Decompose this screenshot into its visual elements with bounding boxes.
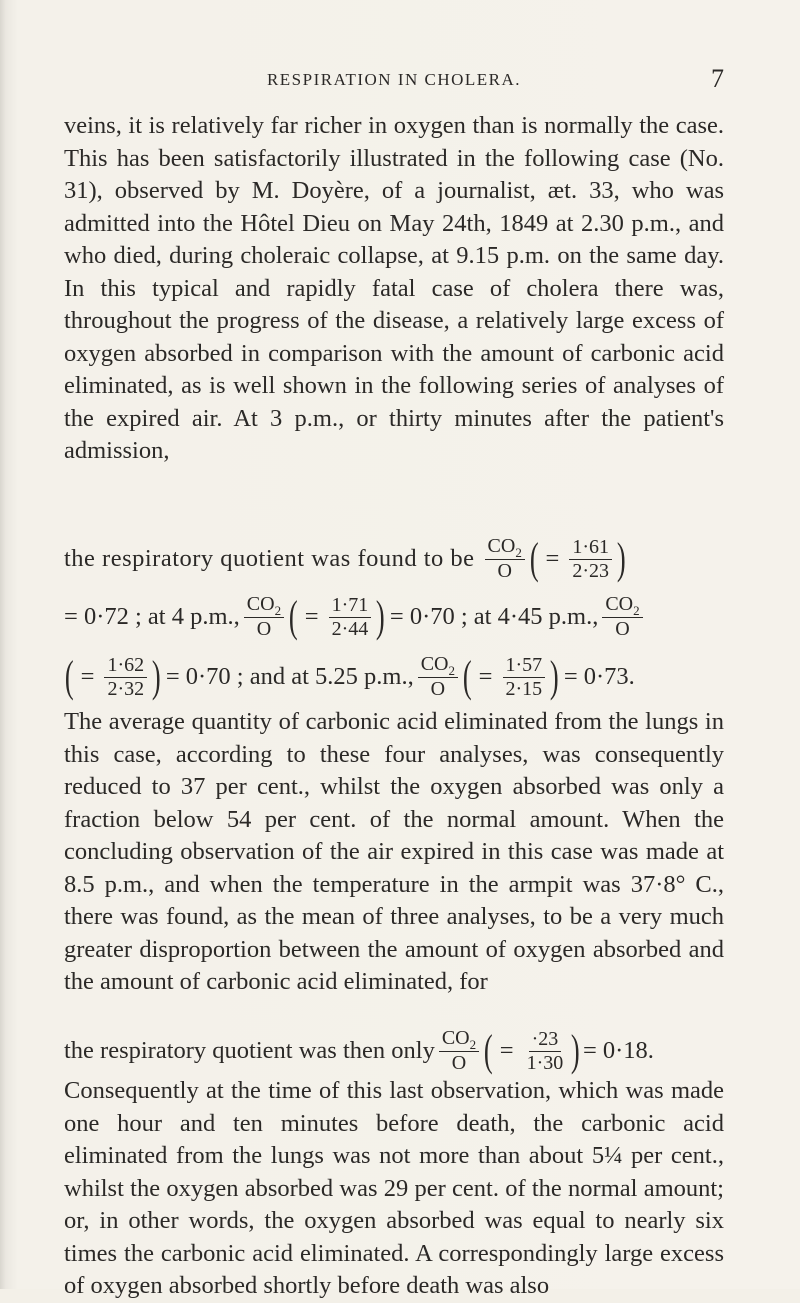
co2-over-o-fraction-5: $\frac{CO_2}{O}$ — [439, 1028, 479, 1074]
page-number: 7 — [711, 64, 724, 93]
value-fraction-4: $\frac{1\cdot 57}{2\cdot 15}$ — [503, 655, 546, 700]
co2-over-o-fraction-1: $\frac{CO_2}{O}$ — [485, 536, 525, 582]
paragraph-1: veins, it is relatively far richer in oxygen than is normally the case. This has been satisfactorily illustrated in the following case (No. 31), observed by M. Doyère, of a journalist, æt. 33, who was admitted into the Hôtel Dieu on May 24th, 1849 at 2.30 p.m., and who died, during choleraic collapse, at 9.15 p.m. on the same day. In this typical and rapidly fatal case of cholera there was, throughout the progress of the disease, a relatively large excess of oxygen absorbed in comparison with the amount of carbonic acid eliminated, as is well shown in the following series of analyses of the expired air. At 3 p.m., or thirty minutes after the patient's admission, — [64, 112, 724, 464]
page-header — [64, 64, 724, 94]
paragraph-2: The average quantity of carbonic acid eliminated from the lungs in this case, according to these four analyses, was consequently reduced to 37 per cent., whilst the oxygen absorbed was only a fraction below 54 per cent. of the normal amount. When the concluding observation of the air expired in this case was made at 8.5 p.m., and when the temperature in the armpit was 37·8° C., there was found, as the mean of three analyses, to be a very much greater disproportion between the amount of oxygen absorbed and the amount of carbonic acid eliminated, for — [64, 708, 724, 995]
equation-line-4-end: = 0·18. — [582, 1037, 654, 1064]
co2-over-o-fraction-2: $\frac{CO_2}{O}$ — [244, 594, 284, 640]
equation-line-4-text: the respiratory quotient was then only — [64, 1037, 435, 1064]
paragraph-3: Consequently at the time of this last observation, which was made one hour and ten minutes before death, the carbonic acid eliminated from the lungs was not more than about 5¼ per cent., whilst the oxygen absorbed was 29 per cent. of the normal amount; or, in other words, the oxygen absorbed was equal to nearly six times the carbonic acid eliminated. A correspondingly large excess of oxygen absorbed shortly before death was also — [64, 1077, 724, 1299]
value-fraction-3: $\frac{1\cdot 62}{2\cdot 32}$ — [104, 655, 147, 700]
equation-line-1: the respiratory quotient was found to be $\frac{CO_2}{O}$ ( = $\frac{1\cdot 61}{2\cdot 23}$ ) — [64, 534, 626, 583]
running-head: RESPIRATION IN CHOLERA. — [266, 70, 522, 89]
equation-line-3-end: = 0·73. — [563, 663, 635, 690]
equation-line-4: the respiratory quotient was then only $\frac{CO_2}{O}$ ( = $\frac{\cdot 23}{1\cdot 30}$ ) = 0·18. — [64, 1026, 654, 1075]
co2-over-o-fraction-4: $\frac{CO_2}{O}$ — [418, 654, 458, 700]
equation-line-3-mid: = 0·70 ; and at 5.25 p.m., — [165, 663, 414, 690]
equation-line-2-mid: = 0·70 ; at 4·45 p.m., — [389, 603, 599, 630]
equation-line-1-text: the respiratory quotient was found to be — [64, 545, 475, 572]
value-fraction-5: $\frac{\cdot 23}{1\cdot 30}$ — [526, 1027, 564, 1074]
equation-line-2-result: = 0·72 ; at 4 p.m., — [64, 603, 240, 630]
value-fraction-1: $\frac{1\cdot 61}{2\cdot 23}$ — [569, 537, 612, 582]
value-fraction-2: $\frac{1\cdot 71}{2\cdot 44}$ — [329, 595, 372, 640]
equation-line-2: = 0·72 ; at 4 p.m., $\frac{CO_2}{O}$ ( = $\frac{1\cdot 71}{2\cdot 44}$ ) = 0·70 ; at 4·45 p.m., $\frac{CO_2}{O}$ — [64, 594, 724, 640]
equation-line-3: ( = $\frac{1\cdot 62}{2\cdot 32}$ ) = 0·70 ; and at 5.25 p.m., $\frac{CO_2}{O}$ ( = $\frac{1\cdot 57}{2\cdot 15}$ ) = 0·73. — [64, 652, 635, 701]
co2-over-o-fraction-3: $\frac{CO_2}{O}$ — [602, 594, 642, 640]
